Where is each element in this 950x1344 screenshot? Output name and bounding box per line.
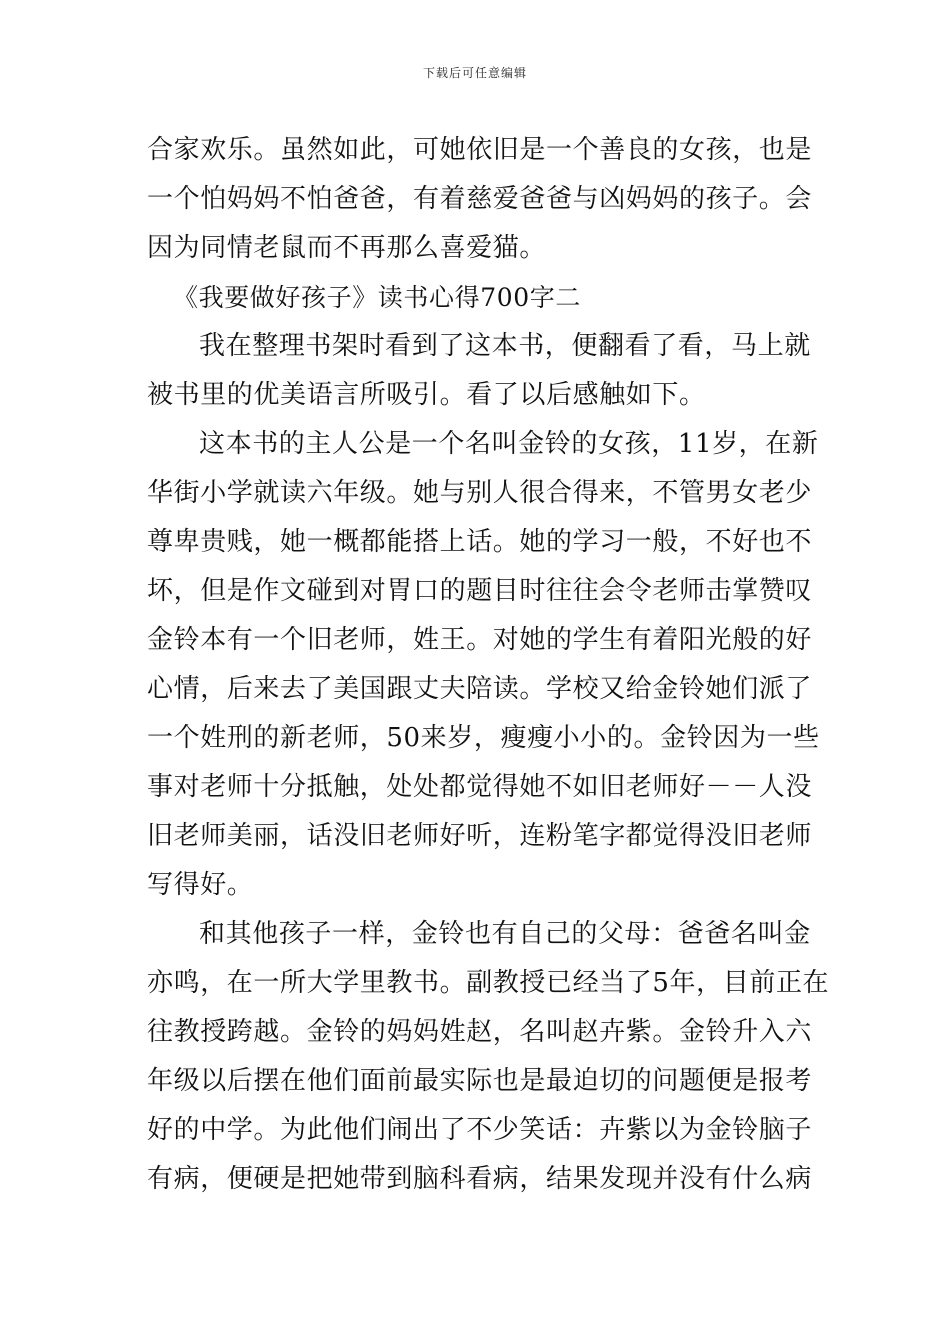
text-line: 华街小学就读六年级。她与别人很合得来，不管男女老少 (147, 478, 813, 508)
text-line: 坏，但是作文碰到对胃口的题目时往往会令老师击掌赞叹 (147, 576, 813, 606)
text-line: 事对老师十分抵触，处处都觉得她不如旧老师好－－人没 (147, 772, 813, 802)
text-line: 金铃本有一个旧老师，姓王。对她的学生有着阳光般的好 (147, 625, 813, 655)
text-line: 写得好。 (147, 870, 254, 900)
text-line: 旧老师美丽，话没旧老师好听，连粉笔字都觉得没旧老师 (147, 821, 813, 851)
text-line: 年级以后摆在他们面前最实际也是最迫切的问题便是报考 (147, 1066, 813, 1096)
text-line: 和其他孩子一样，金铃也有自己的父母：爸爸名叫金 (199, 919, 811, 949)
text-line: 一个姓刑的新老师，50来岁，瘦瘦小小的。金铃因为一些 (147, 723, 820, 753)
text-line: 一个怕妈妈不怕爸爸，有着慈爱爸爸与凶妈妈的孩子。会 (147, 184, 813, 214)
text-line: 亦鸣，在一所大学里教书。副教授已经当了5年，目前正在 (147, 968, 830, 998)
text-line: 心情，后来去了美国跟丈夫陪读。学校又给金铃她们派了 (147, 674, 813, 704)
text-line: 合家欢乐。虽然如此，可她依旧是一个善良的女孩，也是 (147, 135, 813, 165)
text-line: 因为同情老鼠而不再那么喜爱猫。 (147, 233, 547, 263)
text-line: 好的中学。为此他们闹出了不少笑话：卉紫以为金铃脑子 (147, 1115, 813, 1145)
text-line: 有病，便硬是把她带到脑科看病，结果发现并没有什么病 (147, 1164, 813, 1194)
section-title: 《我要做好孩子》读书心得700字二 (173, 283, 581, 312)
text-line: 这本书的主人公是一个名叫金铃的女孩，11岁，在新 (199, 429, 819, 459)
text-line: 尊卑贵贱，她一概都能搭上话。她的学习一般，不好也不 (147, 527, 813, 557)
text-line: 往教授跨越。金铃的妈妈姓赵，名叫赵卉紫。金铃升入六 (147, 1017, 813, 1047)
text-line: 我在整理书架时看到了这本书，便翻看了看，马上就 (199, 331, 811, 361)
page-header: 下载后可任意编辑 (422, 66, 527, 80)
text-line: 被书里的优美语言所吸引。看了以后感触如下。 (147, 380, 706, 410)
body-text (147, 126, 830, 1204)
